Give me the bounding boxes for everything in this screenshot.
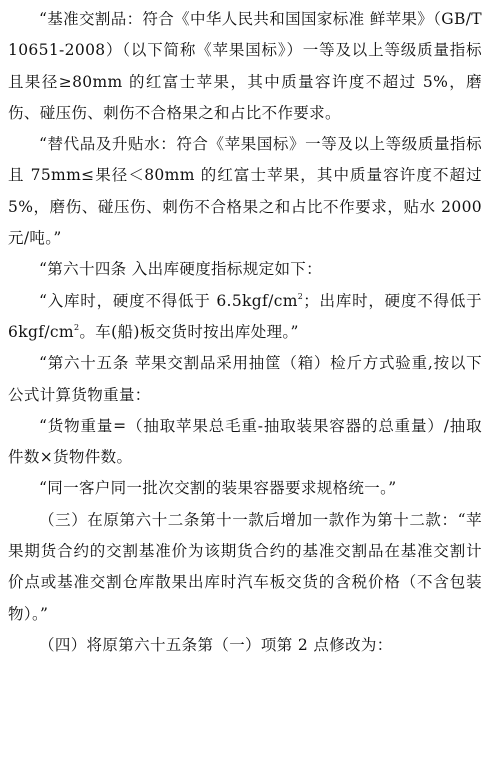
paragraph-amendment-three: （三）在原第六十二条第十一款后增加一款作为第十二款：“苹果期货合约的交割基准价为该期货合约的基准交割品在基准交割计价点或基准交割仓库散果出库时汽车板交货的含税价格（不含包装物）。” [8,510,482,623]
paragraph-benchmark-deliverable: “基准交割品：符合《中华人民共和国国家标准 鲜苹果》（GB/T 10651-2008）（以下简称《苹果国标》）一等及以上等级质量指标且果径≥80mm 的红富士苹果，其中质量容许度不超过 5%，磨伤、碰压伤、刺伤不合格果之和占比不作要求。 [8,10,482,122]
hardness-text-c: 。车(船)板交货时按出库处理。” [79,322,299,341]
superscript-2-b: 2 [73,322,80,332]
hardness-text-b: ；出库时，硬度不得低于 6kgf/cm [8,291,482,341]
paragraph-article-65: “第六十五条 苹果交割品采用抽筐（箱）检斤方式验重,按以下公式计算货物重量： [8,354,482,404]
paragraph-article-64: “第六十四条 入出库硬度指标规定如下： [39,260,323,279]
paragraph-weight-formula: “货物重量=（抽取苹果总毛重-抽取装果容器的总重量）/抽取件数×货物件数。 [8,416,482,467]
superscript-2-a: 2 [297,291,304,301]
hardness-text-a: “入库时，硬度不得低于 6.5kgf/cm [39,291,298,310]
paragraph-substitute-and-discount: “替代品及升贴水：符合《苹果国标》一等及以上等级质量指标且 75mm≤果径＜80mm 的红富士苹果，其中质量容许度不超过 5%，磨伤、碰压伤、刺伤不合格果之和占比不作要求，贴水 2000 元/吨。” [8,135,482,248]
paragraph-hardness-requirements [8,286,482,349]
paragraph-container-uniformity: “同一客户同一批次交割的装果容器要求规格统一。” [39,479,397,498]
paragraph-amendment-four: （四）将原第六十五条第（一）项第 2 点修改为： [39,635,393,654]
